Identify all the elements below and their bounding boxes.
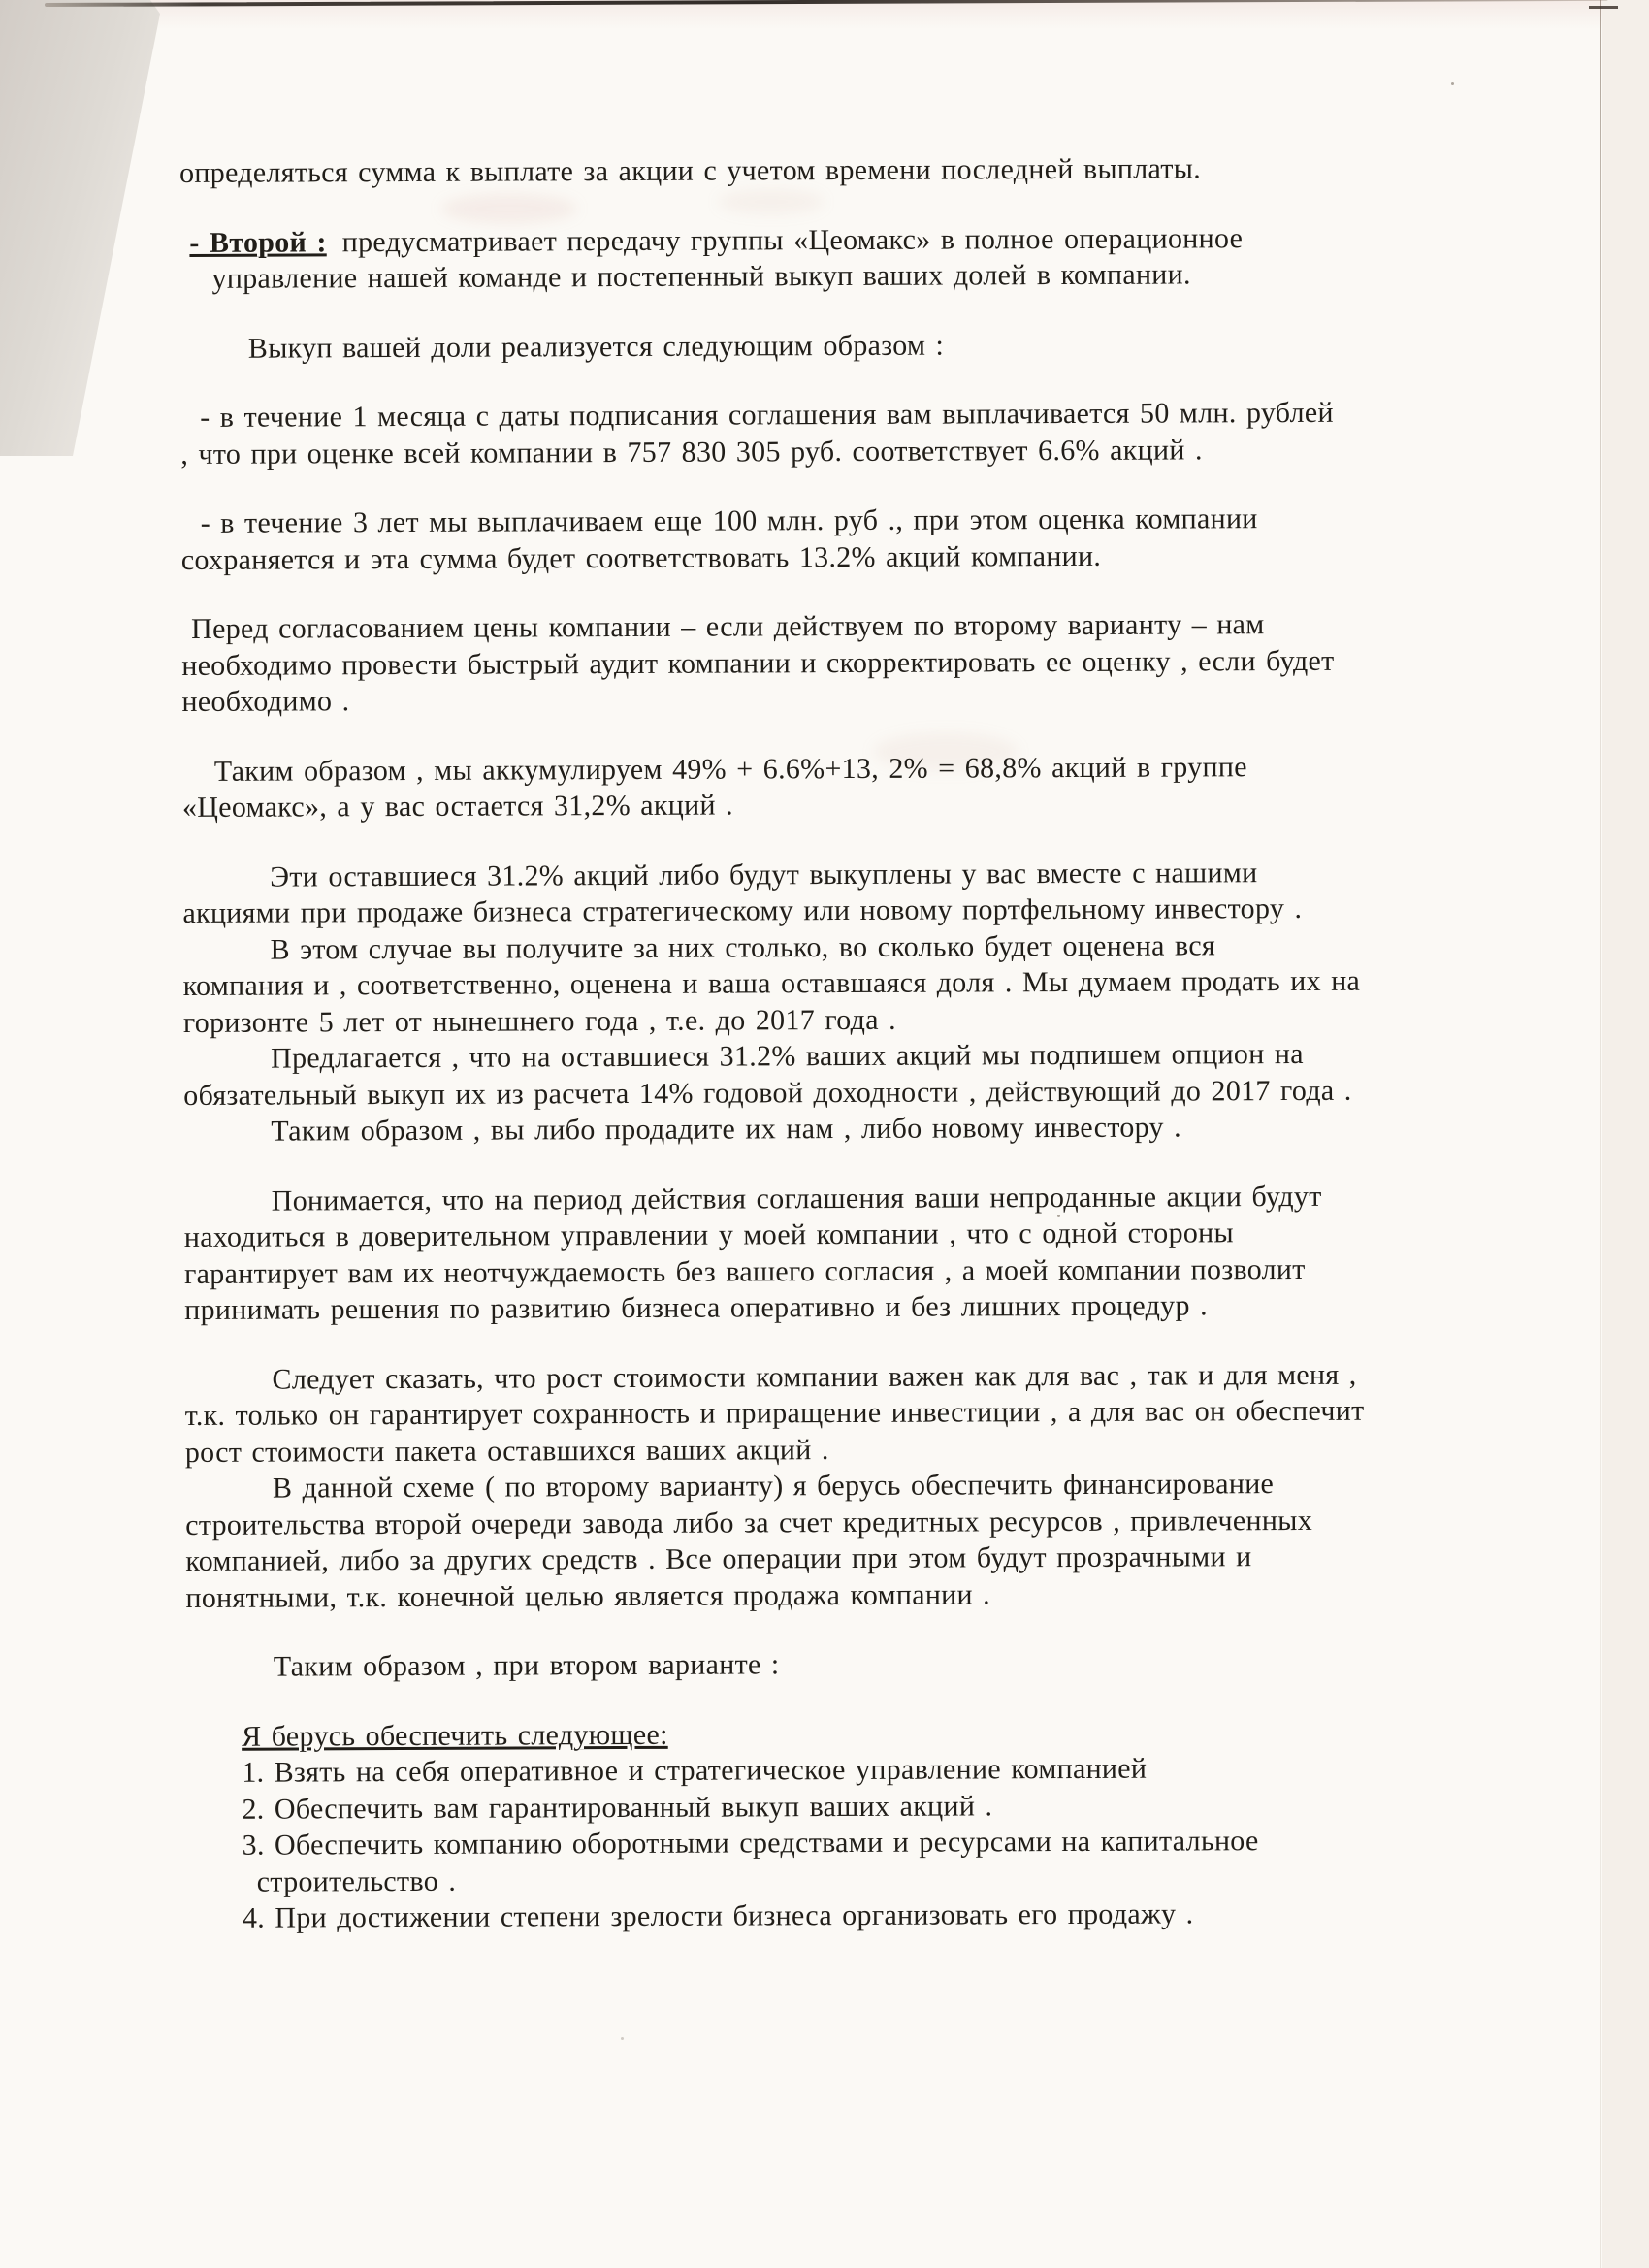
list-item-continuation: строительство .	[256, 1864, 457, 1898]
line: , что при оценке всей компании в 757 830 305 руб. соответствует 6.6% акций .	[180, 433, 1203, 470]
para-term-1month	[180, 394, 1485, 472]
line: необходимо провести быстрый аудит компании и скорректировать ее оценку , если будет	[181, 644, 1335, 682]
line: принимать решения по развитию бизнеса оперативно и без лишних процедур .	[184, 1289, 1208, 1326]
line: Выкуп вашей доли реализуется следующим образом :	[247, 329, 945, 365]
line: - в течение 3 лет мы выплачиваем еще 100 млн. руб ., при этом оценка компании	[200, 502, 1258, 539]
line: определяться сумма к выплате за акции с учетом времени последней выплаты.	[179, 152, 1202, 189]
para-term-3years	[181, 500, 1486, 578]
line: Таким образом , при втором варианте :	[273, 1648, 780, 1683]
line: управление нашей команде и постепенный выкуп ваших долей в компании.	[211, 258, 1191, 295]
line: Таким образом , вы либо продадите их нам , либо новому инвестору .	[271, 1111, 1181, 1148]
line: понятными, т.к. конечной целью является продажа компании .	[185, 1577, 991, 1614]
line: Предлагается , что на оставшиеся 31.2% ваших акций мы подпишем опцион на	[270, 1037, 1304, 1075]
line-text: предусматривает передачу группы «Цеомакс» в полное операционное	[341, 221, 1244, 258]
para-thus	[186, 1643, 1491, 1685]
line: рост стоимости пакета оставшихся ваших акций .	[184, 1433, 829, 1469]
variant2-label: - Второй :	[189, 225, 327, 259]
line: находиться в доверительном управлении у моей компании , что с одной стороны	[183, 1216, 1235, 1253]
scan-top-right-mark	[1589, 6, 1618, 9]
scan-right-margin	[1602, 0, 1649, 2268]
line: т.к. только он гарантирует сохранность и приращение инвестиции , а для вас он обеспечит	[184, 1394, 1365, 1432]
commitments-list	[186, 1749, 1492, 1936]
line: Понимается, что на период действия соглашения ваши непроданные акции будут	[271, 1180, 1322, 1217]
list-item: 4. При достижении степени зрелости бизнеса организовать его продажу .	[242, 1897, 1194, 1934]
para-trust	[184, 1178, 1490, 1329]
line: Таким образом , мы аккумулируем 49% + 6.6%+13, 2% = 68,8% акций в группе	[213, 750, 1247, 788]
line: необходимо .	[181, 685, 350, 718]
para-remaining-shares	[182, 854, 1488, 1150]
scan-speck	[621, 2037, 624, 2040]
line: Перед согласованием цены компании – если действуем по второму варианту – нам	[191, 608, 1265, 645]
para-growth	[184, 1356, 1490, 1616]
para-buyout-intro	[180, 325, 1485, 367]
line: - в течение 1 месяца с даты подписания соглашения вам выплачивается 50 млн. рублей	[200, 396, 1334, 434]
line: Следует сказать, что рост стоимости компании важен как для вас , так и для меня ,	[272, 1358, 1357, 1396]
page-right-edge	[1600, 0, 1601, 2268]
line: горизонте 5 лет от нынешнего года , т.е. до 2017 года .	[182, 1003, 896, 1039]
line	[179, 219, 1484, 261]
para-intro	[179, 149, 1484, 191]
line: сохраняется и эта сумма будет соответствовать 13.2% акций компании.	[180, 539, 1102, 576]
line: гарантирует вам их неотчуждаемость без вашего согласия , а моей компании позволит	[183, 1252, 1306, 1290]
line: «Цеомакс», а у вас остается 31,2% акций .	[181, 789, 733, 824]
line: строительства второй очереди завода либо за счет кредитных ресурсов , привлеченных	[185, 1504, 1313, 1541]
line: компанией, либо за других средств . Все операции при этом будут прозрачными и	[185, 1540, 1252, 1577]
para-audit	[181, 605, 1486, 720]
document-body	[179, 149, 1492, 1936]
line: В данной схеме ( по второму варианту) я берусь обеспечить финансирование	[272, 1468, 1275, 1505]
commitments-heading	[186, 1713, 1491, 1755]
line: Я берусь обеспечить следующее:	[242, 1718, 668, 1753]
line: акциями при продаже бизнеса стратегическому или новому портфельному инвестору .	[182, 891, 1303, 929]
line: обязательный выкуп их из расчета 14% годовой доходности , действующий до 2017 года .	[183, 1074, 1352, 1112]
list-item: 3. Обеспечить компанию оборотными средствами и ресурсами на капитальное	[242, 1825, 1259, 1862]
line: компания и , соответственно, оценена и ваша оставшаяся доля . Мы думаем продать их на	[182, 964, 1361, 1002]
para-accumulate	[182, 748, 1487, 826]
scan-speck	[1451, 82, 1454, 85]
line: В этом случае вы получите за них столько, во сколько будет оценена вся	[270, 928, 1216, 966]
list-item: 2. Обеспечить вам гарантированный выкуп ваших акций .	[242, 1789, 993, 1826]
line: Эти оставшиеся 31.2% акций либо будут выкуплены у вас вместе с нашими	[270, 856, 1258, 893]
para-variant2	[179, 219, 1484, 298]
list-item: 1. Взять на себя оперативное и стратегическое управление компанией	[242, 1752, 1148, 1789]
